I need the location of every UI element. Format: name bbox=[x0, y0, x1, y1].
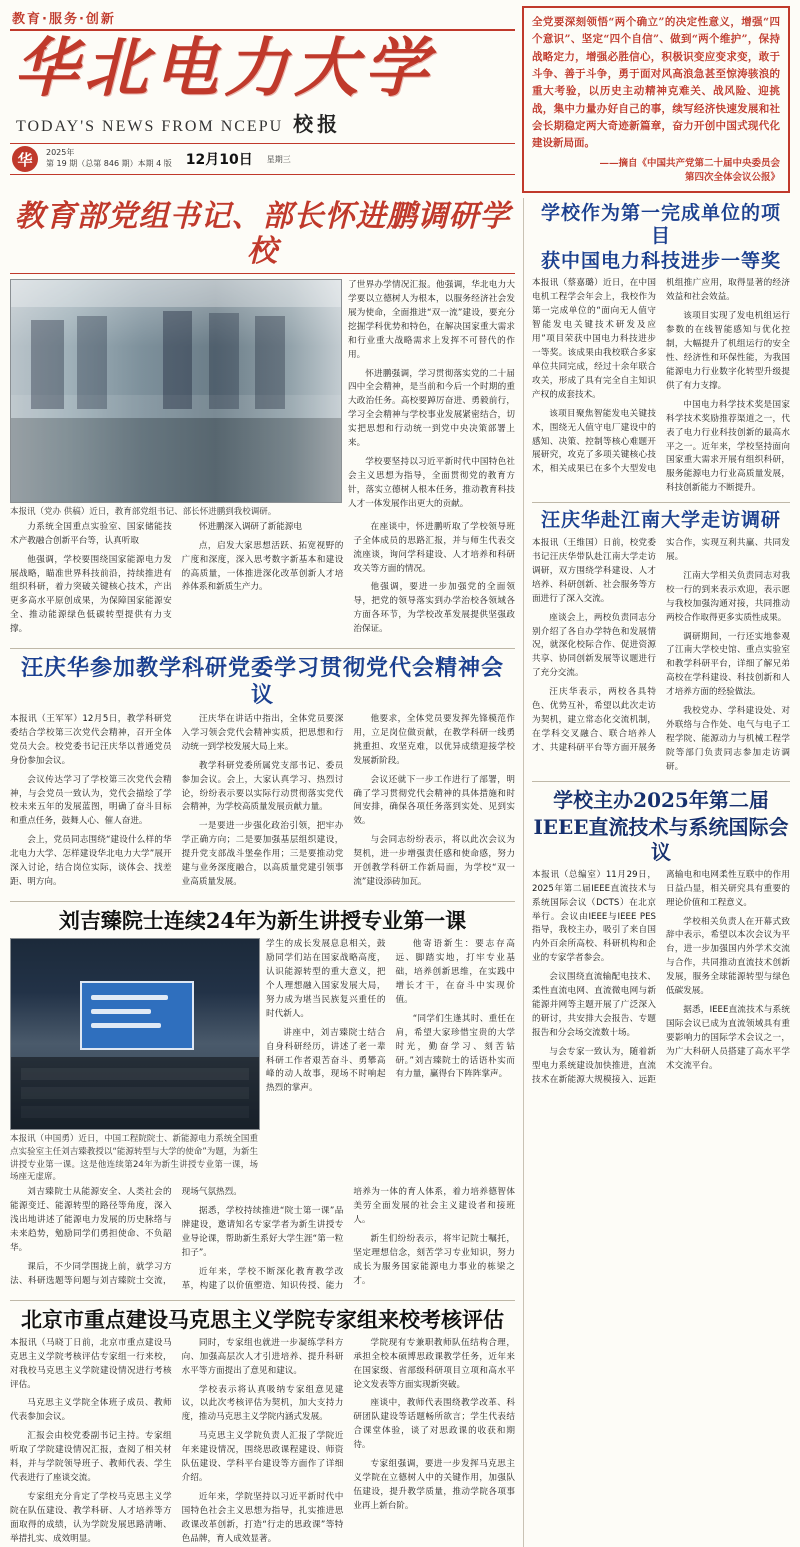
story3-paragraph: 刘吉臻院士从能源安全、人类社会的能源变迁、能源转型的路径等角度，深入浅出地讲述了能源电力发展的历史脉络与未来趋势，勉励同学们勇担使命、不负韶华。 bbox=[10, 1187, 172, 1253]
right-story1-paragraph: 中国电力科学技术奖是国家科学技术奖励推荐渠道之一，代表了电力行业科技创新的最高水平之一。近年来，学校坚持面向国家重大需求开展有组织科研，服务能源电力行业高质量发展，科技创新能力不断提升。 bbox=[666, 399, 790, 494]
story3-paragraph: 他寄语新生：要志存高远、脚踏实地，打牢专业基础，培养创新思维，在实践中增长才干，在奋斗中实现价值。 bbox=[395, 939, 515, 1005]
issue-year-block bbox=[46, 148, 172, 170]
right-story2-paragraph: 汪庆华表示，两校各具特色、优势互补，希望以此次走访为契机，建立常态化交流机制，在学科交叉融合、联合培养人才、共建科研平台等方面开展务实合作，实现互利共赢、共同发展。 bbox=[532, 538, 790, 753]
right-story1-paragraph: 本报讯（蔡嘉璐）近日，在中国电机工程学会年会上，我校作为第一完成单位的“面向无人值守智能发电关键技术研发及应用”项目荣获中国电力科技进步一等奖。该成果由我校联合多家单位共同完成，经过十余年联合攻关，形成了具有完全自主知识产权的成套技术。 bbox=[532, 278, 656, 400]
quote-text: 全党要深刻领悟“两个确立”的决定性意义，增强“四个意识”、坚定“四个自信”、做到“两个维护”，保持战略定力，增强必胜信心，积极识变应变求变，敢于斗争、善于斗争，勇于面对风高浪急甚至惊涛骇浪的重大考验，以历史主动精神克难关、战风险、迎挑战，集中力量办好自己的事，续写经济快速发展和社会长期稳定两大奇迹新篇章，奋力开创中国式现代化建设新局面。 bbox=[532, 16, 780, 150]
right-story3-paragraph: 据悉，IEEE直流技术与系统国际会议已成为直流领域具有重要影响力的国际学术会议之一，为广大科研人员搭建了高水平学术交流平台。 bbox=[666, 1005, 790, 1071]
lead-paragraph: 他强调，学校要围绕国家能源电力发展战略，瞄准世界科技前沿，持续推进有组织科研，着力突破关键核心技术，产出更多高水平原创成果，为保障国家能源安全、推动能源绿色低碳转型提供有力支撑。 bbox=[10, 554, 172, 635]
lead-paragraph: 怀进鹏深入调研了新能源电 bbox=[198, 521, 302, 532]
left-column bbox=[10, 198, 515, 1547]
section-divider bbox=[10, 901, 515, 902]
story2-paragraph: 本报讯（王军军）12月5日，教学科研党委结合学校第三次党代会精神，召开全体党员大会。校党委书记汪庆华以普通党员身份参加会议。 bbox=[10, 713, 172, 766]
story2-paragraph: 会上，党员同志围绕“建设什么样的华北电力大学、怎样建设华北电力大学”展开深入讨论，结合岗位实际，谈体会、找差距、明方向。 bbox=[10, 835, 172, 888]
story2-paragraph: 汪庆华在讲话中指出，全体党员要深入学习领会党代会精神实质，把思想和行动统一到学校发展大局上来。 bbox=[181, 713, 344, 752]
lead-paragraph: 了世界办学情况汇报。他强调，华北电力大学要以立德树人为根本，以服务经济社会发展为使命，全面推进“双一流”建设，要充分挖掘学科优势和特色，在解决国家重大需求和行业重大战略需求上发挥不可替代的作用。 bbox=[348, 280, 515, 360]
story4-paragraph: 座谈中，教师代表围绕教学改革、科研团队建设等话题畅所欲言；学生代表结合课堂体验，谈了对思政课的收获和期待。 bbox=[353, 1398, 515, 1451]
section-divider bbox=[532, 781, 790, 782]
section-divider bbox=[10, 648, 515, 649]
masthead-subtitle-cn: 校报 bbox=[293, 112, 342, 137]
story4-paragraph: 专家组充分肯定了学校马克思主义学院在队伍建设、教学科研、人才培养等方面取得的成绩，认为学院发展思路清晰、举措扎实、成效明显。 bbox=[10, 1492, 172, 1544]
right-story3-paragraph: 学校相关负责人在开幕式致辞中表示，希望以本次会议为平台，进一步加强国内外学术交流与合作，共同推动直流技术创新发展，服务全球能源转型与绿色低碳发展。 bbox=[666, 916, 790, 997]
issue-number: 第 19 期（总第 846 期）本期 4 版 bbox=[46, 159, 172, 169]
masthead-subtitle bbox=[16, 108, 515, 137]
story4-paragraph: 本报讯（马晓丁日前，北京市重点建设马克思主义学院考核评估专家组一行来校，对我校马克思主义学院建设情况进行考核评估。 bbox=[10, 1337, 172, 1390]
story3-paragraph: 近年来，学校不断深化教育教学改革，构建了以价值塑造、知识传授、能力培养为一体的育人体系，着力培养德智体美劳全面发展的社会主义建设者和接班人。 bbox=[181, 1187, 515, 1291]
quote-source-line2: 第四次全体会议公报》 bbox=[684, 171, 780, 183]
issue-weekday: 星期三 bbox=[266, 154, 291, 164]
right-story1-headline-line1: 学校作为第一完成单位的项目 bbox=[540, 202, 781, 247]
story4-paragraph: 汇报会由校党委副书记主持。专家组听取了学院建设情况汇报，查阅了相关材料，并与学院领导班子、教师代表、学生代表进行了座谈交流。 bbox=[10, 1431, 172, 1484]
page-body bbox=[10, 198, 790, 1547]
story4-headline: 北京市重点建设马克思主义学院专家组来校考核评估 bbox=[21, 1306, 504, 1332]
story2-paragraph: 与会同志纷纷表示，将以此次会议为契机，进一步增强责任感和使命感，努力开创教学科研工作新局面，为学校“双一流”建设添砖加瓦。 bbox=[353, 835, 515, 888]
quote-box bbox=[522, 6, 790, 193]
story3-photo-caption: 本报讯（申国勇）近日，中国工程院院士、新能源电力系统全国重点实验室主任刘吉臻教授以“能源转型与大学的使命”为题，为新生讲授专业第一课。这是他连续第24年为新生讲授专业第一课，场场座无虚席。 bbox=[10, 1134, 258, 1183]
lead-photo bbox=[10, 279, 342, 503]
story3-paragraph: 据悉，学校持续推进“院士第一课”品牌建设，邀请知名专家学者为新生讲授专业导论课，帮助新生系好大学生涯“第一粒扣子”。 bbox=[181, 1206, 344, 1258]
issue-date: 12月10日 bbox=[185, 152, 253, 169]
story3-paragraph: 学生的成长发展息息相关，鼓励同学们站在国家战略高度，认识能源转型的重大意义，把个人理想融入国家发展大局，努力成为堪当民族复兴重任的时代新人。 bbox=[266, 939, 386, 1019]
story4-paragraph: 专家组强调，要进一步发挥马克思主义学院在立德树人中的关键作用，加强队伍建设，提升教学质量，推动学院各项事业再上新台阶。 bbox=[353, 1459, 515, 1511]
story4-body bbox=[10, 1337, 515, 1547]
lead-paragraph: 力系统全国重点实验室、国家储能技术产教融合创新平台等，认真听取 bbox=[10, 521, 172, 546]
story2-paragraph: 一是要进一步强化政治引领，把牢办学正确方向；二是要加强基层组织建设，提升党支部战斗堡垒作用；三是要推动党建与业务深度融合，以高质量党建引领事业高质量发展。 bbox=[181, 821, 344, 888]
masthead-slogan: 教育·服务·创新 bbox=[12, 12, 116, 27]
section-divider bbox=[532, 502, 790, 503]
story2-body bbox=[10, 713, 515, 895]
quote-source bbox=[532, 157, 780, 186]
story4-paragraph: 马克思主义学院全体班子成员、教师代表参加会议。 bbox=[10, 1398, 172, 1423]
story2-headline: 汪庆华参加教学科研党委学习贯彻党代会精神会议 bbox=[20, 655, 504, 708]
right-story2-headline: 汪庆华赴江南大学走访调研 bbox=[540, 509, 781, 532]
lead-paragraph: 点，启发大家思想活跃、拓宽视野的广度和深度，深入思考数字新基本和建设的高质量，一体推进深化改革创新人才培养体系和新质生产力。 bbox=[181, 540, 344, 593]
story3-paragraph: 讲座中，刘吉臻院士结合自身科研经历，讲述了老一辈科研工作者艰苦奋斗、勇攀高峰的动人故事，现场不时响起热烈的掌声。 bbox=[266, 1027, 386, 1094]
story3-headline: 刘吉臻院士连续24年为新生讲授专业第一课 bbox=[58, 907, 467, 933]
issue-bar bbox=[10, 143, 515, 175]
lead-paragraph: 学校要坚持以习近平新时代中国特色社会主义思想为指导，全面贯彻党的教育方针，落实立德树人根本任务，推动教育科技人才一体发展作出更大的贡献。 bbox=[348, 457, 515, 509]
lead-photo-caption: 本报讯（党办 供稿）近日，教育部党组书记、部长怀进鹏到我校调研。 bbox=[10, 507, 277, 517]
lead-headline: 教育部党组书记、部长怀进鹏调研学校 bbox=[14, 199, 511, 269]
right-story2-paragraph: 我校党办、学科建设处、对外联络与合作处、电气与电子工程学院、能源动力与机械工程学院等部门负责同志参加走访调研。 bbox=[666, 706, 790, 772]
newspaper-title: 华北电力大学 bbox=[14, 31, 434, 106]
right-story2-paragraph: 江南大学相关负责同志对我校一行的到来表示欢迎，表示愿与我校加强沟通对接，共同推动两校合作取得更多实质性成果。 bbox=[666, 570, 790, 623]
story3-paragraph: “同学们生逢其时、重任在肩，希望大家珍惜宝贵的大学时光，勤奋学习、刻苦钻研。”刘吉臻院士的话语朴实而有力量，赢得台下阵阵掌声。 bbox=[395, 1013, 515, 1080]
right-story1-headline-line2: 获中国电力科技进步一等奖 bbox=[540, 249, 781, 272]
story2-paragraph: 会议还就下一步工作进行了部署，明确了学习贯彻党代会精神的具体措施和时间安排，确保各项任务落到实处、见到实效。 bbox=[353, 774, 515, 827]
right-story3-paragraph: 本报讯（总编室）11月29日，2025年第二届IEEE直流技术与系统国际会议（DCTS）在北京举行。会议由IEEE与IEEE PES指导，我校主办，吸引了来自国内外百余所高校、科研机构和企业的专家学者参会。 bbox=[532, 869, 656, 964]
right-story1-body bbox=[532, 277, 790, 496]
right-story3-paragraph: 会议围绕直流输配电技术、柔性直流电网、直流微电网与新能源并网等主题开展了广泛深入的研讨，共安排大会报告、专题报告和分会场交流数十场。 bbox=[532, 972, 656, 1038]
right-story3-headline-line2: IEEE直流技术与系统国际会议 bbox=[533, 814, 789, 864]
masthead-subtitle-en: TODAY'S NEWS FROM NCEPU bbox=[16, 118, 284, 136]
school-logo-icon: 华 bbox=[12, 146, 38, 172]
masthead-left bbox=[10, 6, 515, 175]
right-story1-paragraph: 该项目聚焦智能发电关键技术，围绕无人值守电厂建设中的感知、决策、控制等核心难题开展研究，攻克了多项关键核心技术，相关成果已在多个大型发电机组推广应用，取得显著的经济效益和社会效益。 bbox=[532, 278, 790, 475]
right-story1-paragraph: 该项目实现了发电机组运行参数的在线智能感知与优化控制，大幅提升了机组运行的安全性、经济性和环保性能，为我国能源电力行业数字化转型升级提供了有力支撑。 bbox=[666, 311, 790, 391]
right-story2-paragraph: 座谈会上，两校负责同志分别介绍了各自办学特色和发展情况，就深化校际合作、促进资源共享、协同创新发展等议题进行了充分交流。 bbox=[532, 612, 656, 679]
right-column bbox=[523, 198, 790, 1547]
right-story2-paragraph: 调研期间，一行还实地参观了江南大学校史馆、重点实验室和教学科研平台，详细了解兄弟高校在学科建设、科技创新和人才培养方面的经验做法。 bbox=[666, 631, 790, 698]
lead-paragraph: 在座谈中，怀进鹏听取了学校领导班子全体成员的思路汇报，并与师生代表交流座谈，询问学科建设、人才培养和科研攻关等方面的情况。 bbox=[353, 521, 516, 574]
story4-paragraph: 马克思主义学院负责人汇报了学院近年来建设情况，围绕思政课程建设、师资队伍建设、学科平台建设等方面作了详细介绍。 bbox=[181, 1431, 344, 1484]
story2-paragraph: 会议传达学习了学校第三次党代会精神，与会党员一致认为，党代会描绘了学校未来五年的发展蓝图，明确了奋斗目标和重点任务，鼓舞人心、催人奋进。 bbox=[10, 774, 172, 827]
story4-paragraph: 学校表示将认真吸纳专家组意见建议，以此次考核评估为契机，加大支持力度，推动马克思主义学院内涵式发展。 bbox=[181, 1384, 344, 1423]
issue-year: 2025年 bbox=[46, 148, 75, 158]
right-story3-body bbox=[532, 869, 790, 1088]
quote-source-line1: ——摘自《中国共产党第二十届中央委员会 bbox=[599, 157, 780, 169]
story3-photo bbox=[10, 938, 260, 1130]
story4-paragraph: 近年来，学院坚持以习近平新时代中国特色社会主义思想为指导，扎实推进思政课改革创新，打造“行走的思政课”等特色品牌，育人成效显著。 bbox=[181, 1492, 344, 1544]
section-divider bbox=[10, 1300, 515, 1301]
right-story2-paragraph: 本报讯（王维国）日前，校党委书记汪庆华带队赴江南大学走访调研，双方围绕学科建设、人才培养、科研创新、社会服务等方面进行了深入交流。 bbox=[532, 538, 656, 604]
projection-screen bbox=[80, 981, 193, 1050]
masthead bbox=[10, 6, 790, 193]
right-story2-body bbox=[532, 537, 790, 775]
lead-paragraph: 怀进鹏强调，学习贯彻落实党的二十届四中全会精神，是当前和今后一个时期的重大政治任务。高校要踔厉奋进、勇毅前行，学习全会精神与学校事业发展紧密结合，切实把思想和行动统一到党中央决策部署上来。 bbox=[348, 368, 515, 449]
lead-rule bbox=[10, 273, 515, 274]
story4-paragraph: 同时，专家组也就进一步凝练学科方向、加强高层次人才引进培养、提升科研水平等方面提出了意见和建议。 bbox=[181, 1337, 344, 1376]
lead-paragraph: 他强调，要进一步加强党的全面领导，把党的领导落实到办学治校各领域各方面各环节，为学校改革发展提供坚强政治保证。 bbox=[353, 582, 516, 635]
right-story3-paragraph: 与会专家一致认为，随着新型电力系统建设加快推进，直流技术在新能源大规模接入、远距离输电和电网柔性互联中的作用日益凸显，相关研究具有重要的理论价值和工程意义。 bbox=[532, 869, 790, 1085]
story4-paragraph: 学院现有专兼职教师队伍结构合理，承担全校本硕博思政课教学任务，近年来在国家级、省部级科研项目立项和高水平论文发表等方面实现新突破。 bbox=[353, 1337, 515, 1390]
story2-paragraph: 教学科研党委所属党支部书记、委员参加会议。会上，大家认真学习、热烈讨论，纷纷表示要以实际行动贯彻落实党代会精神，为学校高质量发展贡献力量。 bbox=[181, 760, 344, 813]
story3-paragraph: 课后，不少同学围拢上前，就学习方法、科研选题等问题与刘吉臻院士交流，现场气氛热烈。 bbox=[10, 1187, 242, 1286]
story2-paragraph: 他要求，全体党员要发挥先锋模范作用，立足岗位做贡献，在教学科研一线勇挑重担、攻坚克难，以优异成绩迎接学校发展新阶段。 bbox=[353, 713, 515, 766]
right-story3-headline-line1: 学校主办2025年第二届 bbox=[553, 787, 769, 812]
story3-paragraph: 新生们纷纷表示，将牢记院士嘱托，坚定理想信念，刻苦学习专业知识，努力成长为服务国家能源电力事业的栋梁之才。 bbox=[353, 1233, 515, 1286]
